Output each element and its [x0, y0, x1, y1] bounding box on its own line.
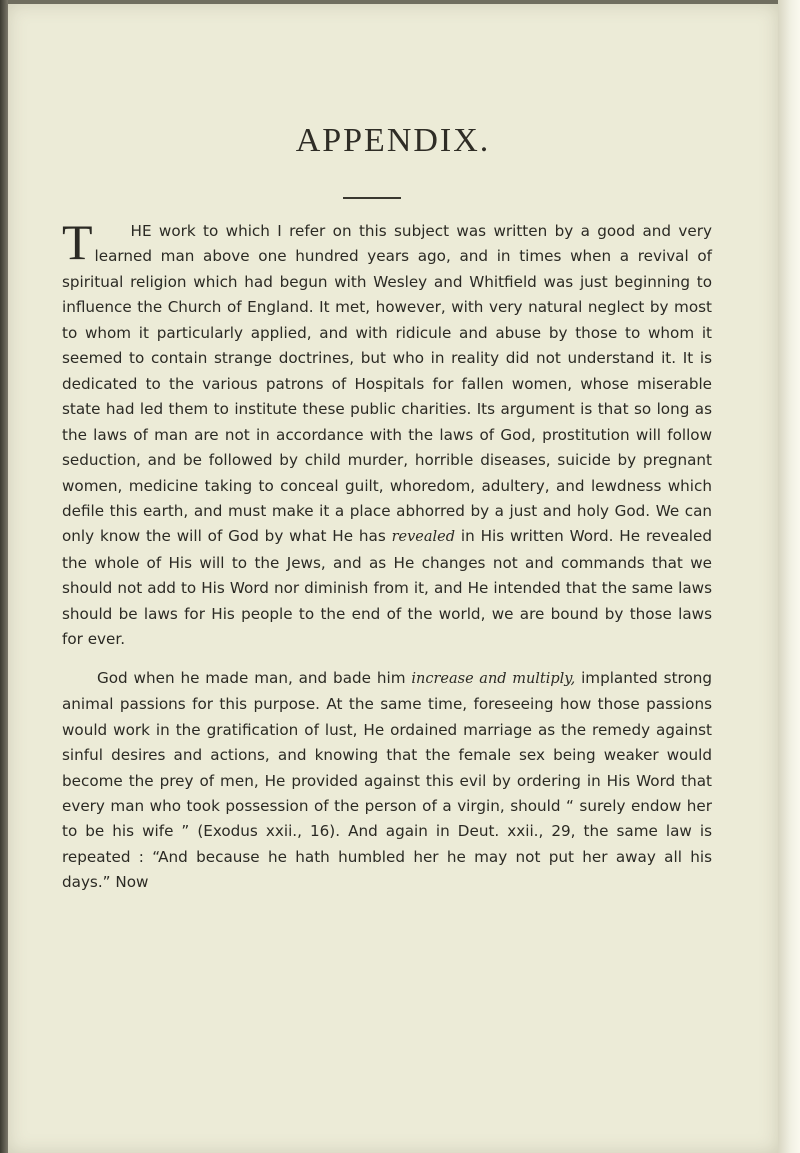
- text-line: laws for ever.: [62, 604, 713, 649]
- italic-phrase: increase and multiply,: [411, 670, 576, 687]
- paragraph-2: [62, 666, 712, 896]
- text-line: laws for His people to the end of the world, we are bound by those: [143, 604, 672, 623]
- text-line: God when he made man, and bade him: [97, 668, 406, 687]
- text-line: of England. It met, however, with very natural neglect by most to: [62, 298, 713, 342]
- text-line: Wesley and Whitfield was just beginning to influence the Church: [62, 272, 712, 317]
- text-line: implanted strong animal passions for this purpose. At the same: [62, 668, 713, 714]
- text-line: to whom it seemed to contain strange doctrines, but who in reality: [62, 323, 713, 368]
- text-line: And again in Deut. xxii., 29, the same law is repeated : “And because: [62, 822, 712, 866]
- text-line: and actions, and knowing that the female sex being weaker would: [173, 746, 713, 765]
- text-line: time, foreseeing how those passions would work in the gratification: [62, 695, 712, 739]
- book-page: [8, 4, 778, 1153]
- drop-cap: T: [62, 214, 93, 270]
- text-line: institute these public charities. Its argument is that so long as the: [62, 400, 713, 444]
- text-line: he hath humbled her he may not put her away all his days.” Now: [62, 847, 712, 892]
- book-spine: [0, 0, 8, 1153]
- text-line: become the prey of men, He provided against this evil by ordering: [62, 771, 581, 790]
- text-line: in His written Word.: [460, 527, 614, 546]
- page-edge: [778, 0, 800, 1153]
- text-line: guilt, whoredom, adultery, and lewdness which defile this earth, and: [62, 476, 712, 520]
- text-line: virgin, should “ surely endow her to be his wife ” (Exodus xxii., 16).: [62, 796, 713, 841]
- page-title: APPENDIX.: [295, 122, 491, 159]
- italic-word: revealed: [391, 529, 456, 546]
- text-line: HE work to which I refer on this subject was written by a: [130, 222, 590, 240]
- text-line: of lust, He ordained marriage as the remedy against sinful desires: [62, 720, 713, 765]
- text-line: not and commands that we should not add to His Word nor: [62, 553, 712, 598]
- text-line: diminish from it, and He intended that the same laws should be: [62, 579, 712, 623]
- text-line: in times when a revival of spiritual religion which had begun with: [62, 247, 713, 291]
- text-line: laws of man are not in accordance with the laws of God, prostitution: [93, 425, 630, 444]
- text-line: did not understand it. It is dedicated to the various patrons of: [62, 349, 712, 393]
- text-line: good and very learned man above one hundred years ago, and: [94, 222, 712, 266]
- title-rule: [343, 197, 401, 199]
- text-line: Hospitals for fallen women, whose miserable state had led them to: [62, 374, 713, 419]
- text-line: must make it a place abhorred by a just and holy God. We can only: [62, 501, 713, 546]
- paragraph-1: [62, 214, 713, 653]
- text-line: diseases, suicide by pregnant women, medicine taking to conceal: [62, 451, 712, 495]
- text-line: whom it particularly applied, and with ridicule and abuse by those: [84, 323, 618, 342]
- text-line: know the will of God by what He has: [99, 527, 386, 546]
- body-text: [62, 214, 713, 896]
- text-line: He revealed the whole of His will to the Jews, and as He changes: [62, 527, 712, 572]
- text-line: in His Word that every man who took possession of the person of a: [62, 771, 712, 815]
- text-line: will follow seduction, and be followed by child murder, horrible: [62, 425, 713, 470]
